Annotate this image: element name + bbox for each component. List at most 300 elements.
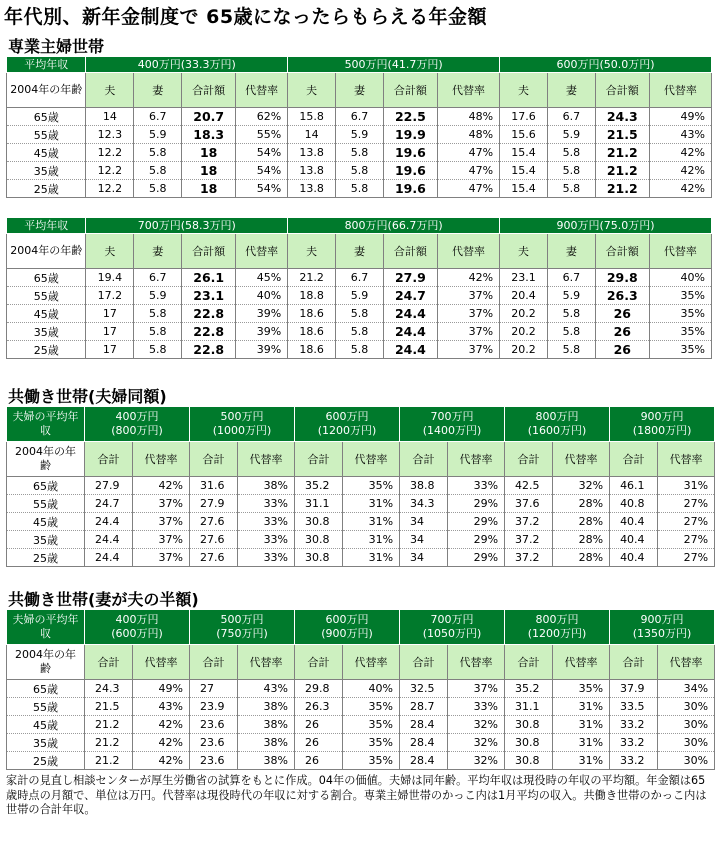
total-value: 40.4 [610, 549, 658, 567]
rate-value: 48% [437, 108, 499, 126]
husband-value: 17 [86, 341, 134, 359]
husband-value: 15.4 [500, 180, 548, 198]
total-value: 24.7 [383, 287, 437, 305]
wife-value: 5.9 [336, 126, 384, 144]
wife-value: 6.7 [547, 269, 595, 287]
total-value: 19.6 [383, 144, 437, 162]
rate-value: 55% [236, 126, 288, 144]
rate-header: 代替率 [343, 645, 400, 680]
rate-value: 37% [133, 495, 190, 513]
total-header: 合計額 [182, 234, 236, 269]
total-value: 26.3 [595, 287, 649, 305]
rate-header: 代替率 [236, 234, 288, 269]
total-header: 合計 [400, 645, 448, 680]
total-value: 26.3 [295, 698, 343, 716]
total-value: 24.4 [383, 341, 437, 359]
rate-value: 49% [133, 680, 190, 698]
total-value: 40.4 [610, 531, 658, 549]
income-group-header [400, 610, 505, 645]
rate-value: 37% [437, 305, 499, 323]
age-cell: 55歳 [7, 495, 85, 513]
wife-value: 5.8 [134, 180, 182, 198]
table-row [7, 698, 715, 716]
total-value: 24.4 [383, 305, 437, 323]
income-group-header [85, 610, 190, 645]
rate-header: 代替率 [437, 73, 499, 108]
total-value: 26 [295, 752, 343, 770]
total-value: 32.5 [400, 680, 448, 698]
rate-value: 30% [658, 752, 715, 770]
total-value: 18 [182, 144, 236, 162]
age-header: 2004年の年齢 [7, 442, 85, 477]
total-value: 38.8 [400, 477, 448, 495]
row-label-income: 夫婦の平均年収 [7, 610, 85, 645]
rate-value: 27% [658, 549, 715, 567]
rate-header: 代替率 [133, 645, 190, 680]
husband-header: 夫 [288, 234, 336, 269]
total-value: 26 [295, 716, 343, 734]
rate-value: 27% [658, 531, 715, 549]
table-row [7, 734, 715, 752]
total-value: 23.9 [190, 698, 238, 716]
total-value: 34 [400, 549, 448, 567]
total-value: 21.5 [595, 126, 649, 144]
total-value: 30.8 [295, 549, 343, 567]
total-value: 33.2 [610, 716, 658, 734]
age-cell: 25歳 [7, 752, 85, 770]
total-value: 18 [182, 162, 236, 180]
income-group-header [610, 407, 715, 442]
rate-value: 29% [448, 513, 505, 531]
table-row [7, 126, 712, 144]
rate-value: 42% [133, 477, 190, 495]
income-group-header: 900万円(75.0万円) [500, 218, 712, 234]
husband-value: 19.4 [86, 269, 134, 287]
husband-value: 17.6 [500, 108, 548, 126]
wife-value: 5.8 [134, 305, 182, 323]
rate-header: 代替率 [238, 442, 295, 477]
total-value: 18 [182, 180, 236, 198]
table-row [7, 477, 715, 495]
rate-header: 代替率 [437, 234, 499, 269]
total-value: 22.8 [182, 305, 236, 323]
husband-value: 18.8 [288, 287, 336, 305]
husband-value: 18.6 [288, 341, 336, 359]
total-header: 合計 [295, 442, 343, 477]
rate-header: 代替率 [553, 645, 610, 680]
rate-value: 33% [238, 531, 295, 549]
wife-value: 5.9 [134, 126, 182, 144]
wife-value: 5.8 [336, 323, 384, 341]
wife-value: 5.8 [547, 162, 595, 180]
age-cell: 55歳 [7, 287, 86, 305]
income-group-header: 700万円(58.3万円) [86, 218, 288, 234]
rate-value: 54% [236, 162, 288, 180]
total-value: 37.2 [505, 531, 553, 549]
rate-value: 40% [343, 680, 400, 698]
husband-value: 20.2 [500, 341, 548, 359]
total-value: 37.9 [610, 680, 658, 698]
rate-value: 29% [448, 549, 505, 567]
total-value: 24.4 [85, 549, 133, 567]
household-income: (1800万円) [632, 424, 692, 437]
total-value: 30.8 [505, 734, 553, 752]
age-cell: 45歳 [7, 305, 86, 323]
wife-value: 5.8 [336, 305, 384, 323]
row-label-income: 平均年収 [7, 218, 86, 234]
age-header: 2004年の年齢 [7, 234, 86, 269]
header-row-income [7, 218, 712, 234]
income-group-header: 500万円(41.7万円) [288, 57, 500, 73]
husband-value: 21.2 [288, 269, 336, 287]
dual-income-equal-table [6, 406, 715, 567]
rate-value: 39% [236, 305, 288, 323]
income-per-person: 800万円 [535, 410, 579, 423]
rate-value: 35% [649, 341, 711, 359]
total-value: 40.4 [610, 513, 658, 531]
husband-value: 13.8 [288, 144, 336, 162]
husband-value: 20.2 [500, 305, 548, 323]
wife-value: 5.8 [134, 323, 182, 341]
wife-value: 6.7 [547, 108, 595, 126]
total-value: 33.5 [610, 698, 658, 716]
total-value: 35.2 [295, 477, 343, 495]
income-per-person: 500万円 [220, 613, 264, 626]
table-row [7, 513, 715, 531]
age-cell: 45歳 [7, 144, 86, 162]
header-row-columns [7, 234, 712, 269]
total-value: 34 [400, 513, 448, 531]
rate-value: 43% [133, 698, 190, 716]
age-header: 2004年の年齢 [7, 73, 86, 108]
rate-value: 38% [238, 716, 295, 734]
total-value: 23.6 [190, 734, 238, 752]
total-value: 28.4 [400, 752, 448, 770]
header-row-income [7, 57, 712, 73]
total-header: 合計 [400, 442, 448, 477]
total-value: 18.3 [182, 126, 236, 144]
total-value: 30.8 [505, 752, 553, 770]
rate-value: 47% [437, 162, 499, 180]
total-value: 20.7 [182, 108, 236, 126]
income-group-header: 600万円(50.0万円) [500, 57, 712, 73]
total-value: 27.6 [190, 513, 238, 531]
age-cell: 25歳 [7, 549, 85, 567]
total-value: 24.3 [85, 680, 133, 698]
income-group-header [190, 610, 295, 645]
total-header: 合計額 [383, 73, 437, 108]
rate-header: 代替率 [133, 442, 190, 477]
household-income: (800万円) [111, 424, 163, 437]
household-income: (900万円) [321, 627, 373, 640]
age-cell: 35歳 [7, 162, 86, 180]
total-value: 42.5 [505, 477, 553, 495]
total-value: 24.7 [85, 495, 133, 513]
total-value: 31.1 [505, 698, 553, 716]
rate-value: 35% [649, 287, 711, 305]
rate-header: 代替率 [649, 234, 711, 269]
total-value: 29.8 [595, 269, 649, 287]
rate-value: 31% [343, 513, 400, 531]
rate-value: 47% [437, 144, 499, 162]
rate-value: 27% [658, 513, 715, 531]
income-per-person: 900万円 [640, 613, 684, 626]
rate-value: 30% [658, 698, 715, 716]
rate-value: 33% [238, 495, 295, 513]
wife-header: 妻 [547, 73, 595, 108]
household-income: (600万円) [111, 627, 163, 640]
rate-value: 31% [658, 477, 715, 495]
total-value: 21.5 [85, 698, 133, 716]
husband-value: 15.4 [500, 162, 548, 180]
income-per-person: 700万円 [430, 613, 474, 626]
section-title-dual-half: 共働き世帯(妻が夫の半額) [8, 590, 199, 609]
wife-value: 5.8 [336, 162, 384, 180]
header-row-income [7, 407, 715, 442]
rate-value: 35% [649, 323, 711, 341]
wife-value: 5.9 [547, 287, 595, 305]
household-income: (1600万円) [527, 424, 587, 437]
rate-value: 37% [133, 549, 190, 567]
total-value: 21.2 [85, 752, 133, 770]
total-value: 30.8 [505, 716, 553, 734]
table-row [7, 305, 712, 323]
header-row-columns [7, 442, 715, 477]
table-row [7, 752, 715, 770]
total-value: 19.6 [383, 180, 437, 198]
age-cell: 55歳 [7, 126, 86, 144]
rate-value: 29% [448, 495, 505, 513]
husband-value: 12.2 [86, 180, 134, 198]
rate-value: 28% [553, 549, 610, 567]
rate-value: 40% [236, 287, 288, 305]
total-value: 27.6 [190, 549, 238, 567]
page-title: 年代別、新年金制度で 65歳になったらもらえる年金額 [4, 6, 488, 28]
husband-value: 17 [86, 305, 134, 323]
income-per-person: 400万円 [115, 613, 159, 626]
header-row-income [7, 610, 715, 645]
total-value: 33.2 [610, 752, 658, 770]
rate-value: 54% [236, 180, 288, 198]
husband-value: 12.3 [86, 126, 134, 144]
total-value: 26 [295, 734, 343, 752]
husband-value: 14 [288, 126, 336, 144]
household-income: (1350万円) [632, 627, 692, 640]
rate-value: 35% [343, 752, 400, 770]
wife-value: 5.8 [134, 162, 182, 180]
table-row [7, 549, 715, 567]
household-income: (1400万円) [422, 424, 482, 437]
total-header: 合計額 [182, 73, 236, 108]
rate-value: 33% [238, 513, 295, 531]
rate-header: 代替率 [658, 645, 715, 680]
total-header: 合計 [610, 645, 658, 680]
total-header: 合計 [505, 645, 553, 680]
total-value: 34.3 [400, 495, 448, 513]
rate-value: 39% [236, 341, 288, 359]
income-group-header [610, 610, 715, 645]
rate-value: 39% [236, 323, 288, 341]
total-value: 40.8 [610, 495, 658, 513]
husband-header: 夫 [500, 234, 548, 269]
total-value: 26 [595, 341, 649, 359]
income-group-header [505, 407, 610, 442]
total-value: 26.1 [182, 269, 236, 287]
husband-value: 20.2 [500, 323, 548, 341]
total-value: 28.7 [400, 698, 448, 716]
total-header: 合計 [610, 442, 658, 477]
rate-value: 34% [658, 680, 715, 698]
age-cell: 45歳 [7, 513, 85, 531]
table-row [7, 716, 715, 734]
wife-header: 妻 [134, 73, 182, 108]
total-value: 19.9 [383, 126, 437, 144]
rate-header: 代替率 [236, 73, 288, 108]
husband-header: 夫 [86, 73, 134, 108]
total-value: 19.6 [383, 162, 437, 180]
total-header: 合計額 [595, 234, 649, 269]
rate-value: 37% [437, 323, 499, 341]
table-row [7, 495, 715, 513]
wife-value: 6.7 [336, 269, 384, 287]
rate-value: 30% [658, 716, 715, 734]
age-cell: 45歳 [7, 716, 85, 734]
table-row [7, 531, 715, 549]
rate-value: 42% [133, 752, 190, 770]
rate-value: 31% [343, 531, 400, 549]
dual-income-half-table [6, 609, 715, 770]
total-value: 28.4 [400, 734, 448, 752]
income-group-header [505, 610, 610, 645]
total-value: 46.1 [610, 477, 658, 495]
income-per-person: 600万円 [325, 613, 369, 626]
wife-value: 5.8 [547, 180, 595, 198]
income-group-header [295, 407, 400, 442]
table-row [7, 287, 712, 305]
total-value: 27.9 [190, 495, 238, 513]
table-row [7, 680, 715, 698]
husband-value: 13.8 [288, 162, 336, 180]
rate-value: 29% [448, 531, 505, 549]
rate-value: 35% [553, 680, 610, 698]
total-value: 29.8 [295, 680, 343, 698]
wife-value: 5.8 [547, 341, 595, 359]
rate-value: 33% [448, 698, 505, 716]
wife-header: 妻 [134, 234, 182, 269]
rate-header: 代替率 [448, 645, 505, 680]
wife-value: 5.8 [547, 144, 595, 162]
husband-value: 20.4 [500, 287, 548, 305]
total-header: 合計額 [595, 73, 649, 108]
wife-value: 5.8 [336, 341, 384, 359]
husband-value: 13.8 [288, 180, 336, 198]
husband-value: 15.6 [500, 126, 548, 144]
total-value: 27.9 [383, 269, 437, 287]
section-title-dual-equal: 共働き世帯(夫婦同額) [8, 387, 167, 406]
wife-value: 5.9 [547, 126, 595, 144]
rate-value: 43% [238, 680, 295, 698]
husband-value: 15.4 [500, 144, 548, 162]
footnote: 家計の見直し相談センターが厚生労働省の試算をもとに作成。04年の価値。夫婦は同年齢。平均年収は現役時の年収の平均額。年金額は65歳時点の月額で、単位は万円。代替率は現役時代の年収に対する割合。専業主婦世帯のかっこ内は1月平均の収入。共働き世帯のかっこ内は世帯の合計年収。 [6, 774, 707, 816]
wife-value: 5.8 [134, 144, 182, 162]
total-value: 24.4 [85, 513, 133, 531]
total-value: 37.6 [505, 495, 553, 513]
rate-value: 37% [133, 513, 190, 531]
income-group-header [85, 407, 190, 442]
rate-value: 28% [553, 531, 610, 549]
rate-value: 42% [133, 716, 190, 734]
total-header: 合計 [190, 645, 238, 680]
total-value: 31.6 [190, 477, 238, 495]
rate-value: 45% [236, 269, 288, 287]
total-header: 合計 [85, 645, 133, 680]
rate-value: 37% [133, 531, 190, 549]
husband-value: 12.2 [86, 162, 134, 180]
wife-value: 6.7 [134, 269, 182, 287]
husband-header: 夫 [500, 73, 548, 108]
total-value: 22.8 [182, 341, 236, 359]
rate-header: 代替率 [238, 645, 295, 680]
table-row [7, 162, 712, 180]
total-value: 28.4 [400, 716, 448, 734]
total-value: 34 [400, 531, 448, 549]
total-value: 27.6 [190, 531, 238, 549]
rate-value: 42% [649, 144, 711, 162]
rate-value: 40% [649, 269, 711, 287]
rate-header: 代替率 [553, 442, 610, 477]
rate-value: 31% [553, 698, 610, 716]
section-title-single-income: 専業主婦世帯 [8, 37, 105, 56]
age-cell: 65歳 [7, 477, 85, 495]
age-cell: 35歳 [7, 531, 85, 549]
rate-value: 43% [649, 126, 711, 144]
total-value: 24.3 [595, 108, 649, 126]
header-row-columns [7, 73, 712, 108]
total-value: 33.2 [610, 734, 658, 752]
income-per-person: 600万円 [325, 410, 369, 423]
rate-value: 54% [236, 144, 288, 162]
single-income-table-2 [6, 217, 712, 359]
wife-value: 5.8 [134, 341, 182, 359]
household-income: (1000万円) [212, 424, 272, 437]
husband-value: 17 [86, 323, 134, 341]
income-group-header [400, 407, 505, 442]
income-per-person: 400万円 [115, 410, 159, 423]
total-header: 合計 [295, 645, 343, 680]
income-group-header [190, 407, 295, 442]
income-per-person: 900万円 [640, 410, 684, 423]
rate-value: 31% [343, 549, 400, 567]
rate-value: 35% [343, 698, 400, 716]
total-value: 21.2 [595, 144, 649, 162]
rate-value: 28% [553, 513, 610, 531]
rate-value: 32% [553, 477, 610, 495]
rate-value: 37% [437, 287, 499, 305]
total-value: 30.8 [295, 513, 343, 531]
table-row [7, 323, 712, 341]
header-row-columns [7, 645, 715, 680]
husband-value: 17.2 [86, 287, 134, 305]
total-value: 22.5 [383, 108, 437, 126]
age-cell: 35歳 [7, 734, 85, 752]
wife-value: 6.7 [336, 108, 384, 126]
rate-header: 代替率 [658, 442, 715, 477]
total-header: 合計額 [383, 234, 437, 269]
total-header: 合計 [85, 442, 133, 477]
rate-header: 代替率 [649, 73, 711, 108]
rate-value: 32% [448, 716, 505, 734]
husband-value: 14 [86, 108, 134, 126]
